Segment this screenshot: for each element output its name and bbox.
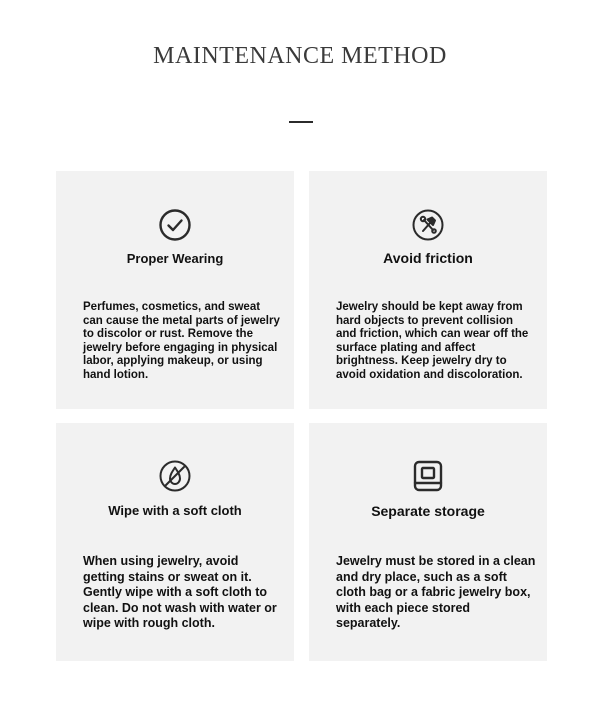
card-title: Proper Wearing	[126, 251, 224, 266]
card-proper-wearing	[56, 171, 294, 409]
card-title: Wipe with a soft cloth	[108, 503, 242, 518]
card-title: Separate storage	[371, 503, 485, 519]
card-title: Avoid friction	[383, 250, 473, 266]
no-water-drop-icon	[158, 459, 192, 493]
card-separate-storage	[309, 423, 547, 661]
card-wipe-soft-cloth	[56, 423, 294, 661]
card-description: Jewelry must be stored in a clean and dry place, such as a soft cloth bag or a fabric jewelry box, with each piece stored separately.	[336, 554, 536, 630]
checkmark-circle-icon	[158, 208, 192, 242]
page-title: MAINTENANCE METHOD	[153, 43, 447, 69]
card-description: Perfumes, cosmetics, and sweat can cause the metal parts of jewelry to discolor or rust. Remove the jewelry before engaging in physical labor, applying makeup, or using hand lotion.	[83, 301, 280, 381]
storage-box-icon	[411, 459, 445, 493]
title-divider	[289, 121, 313, 123]
card-description: Jewelry should be kept away from hard objects to prevent collision and friction, which can wear off the surface plating and affect brightness. Keep jewelry dry to avoid oxidation and discoloration.	[336, 301, 529, 381]
card-avoid-friction	[309, 171, 547, 409]
hammer-wrench-circle-icon	[411, 208, 445, 242]
card-description: When using jewelry, avoid getting stains or sweat on it. Gently wipe with a soft cloth to clean. Do not wash with water or wipe with rough cloth.	[83, 554, 277, 630]
